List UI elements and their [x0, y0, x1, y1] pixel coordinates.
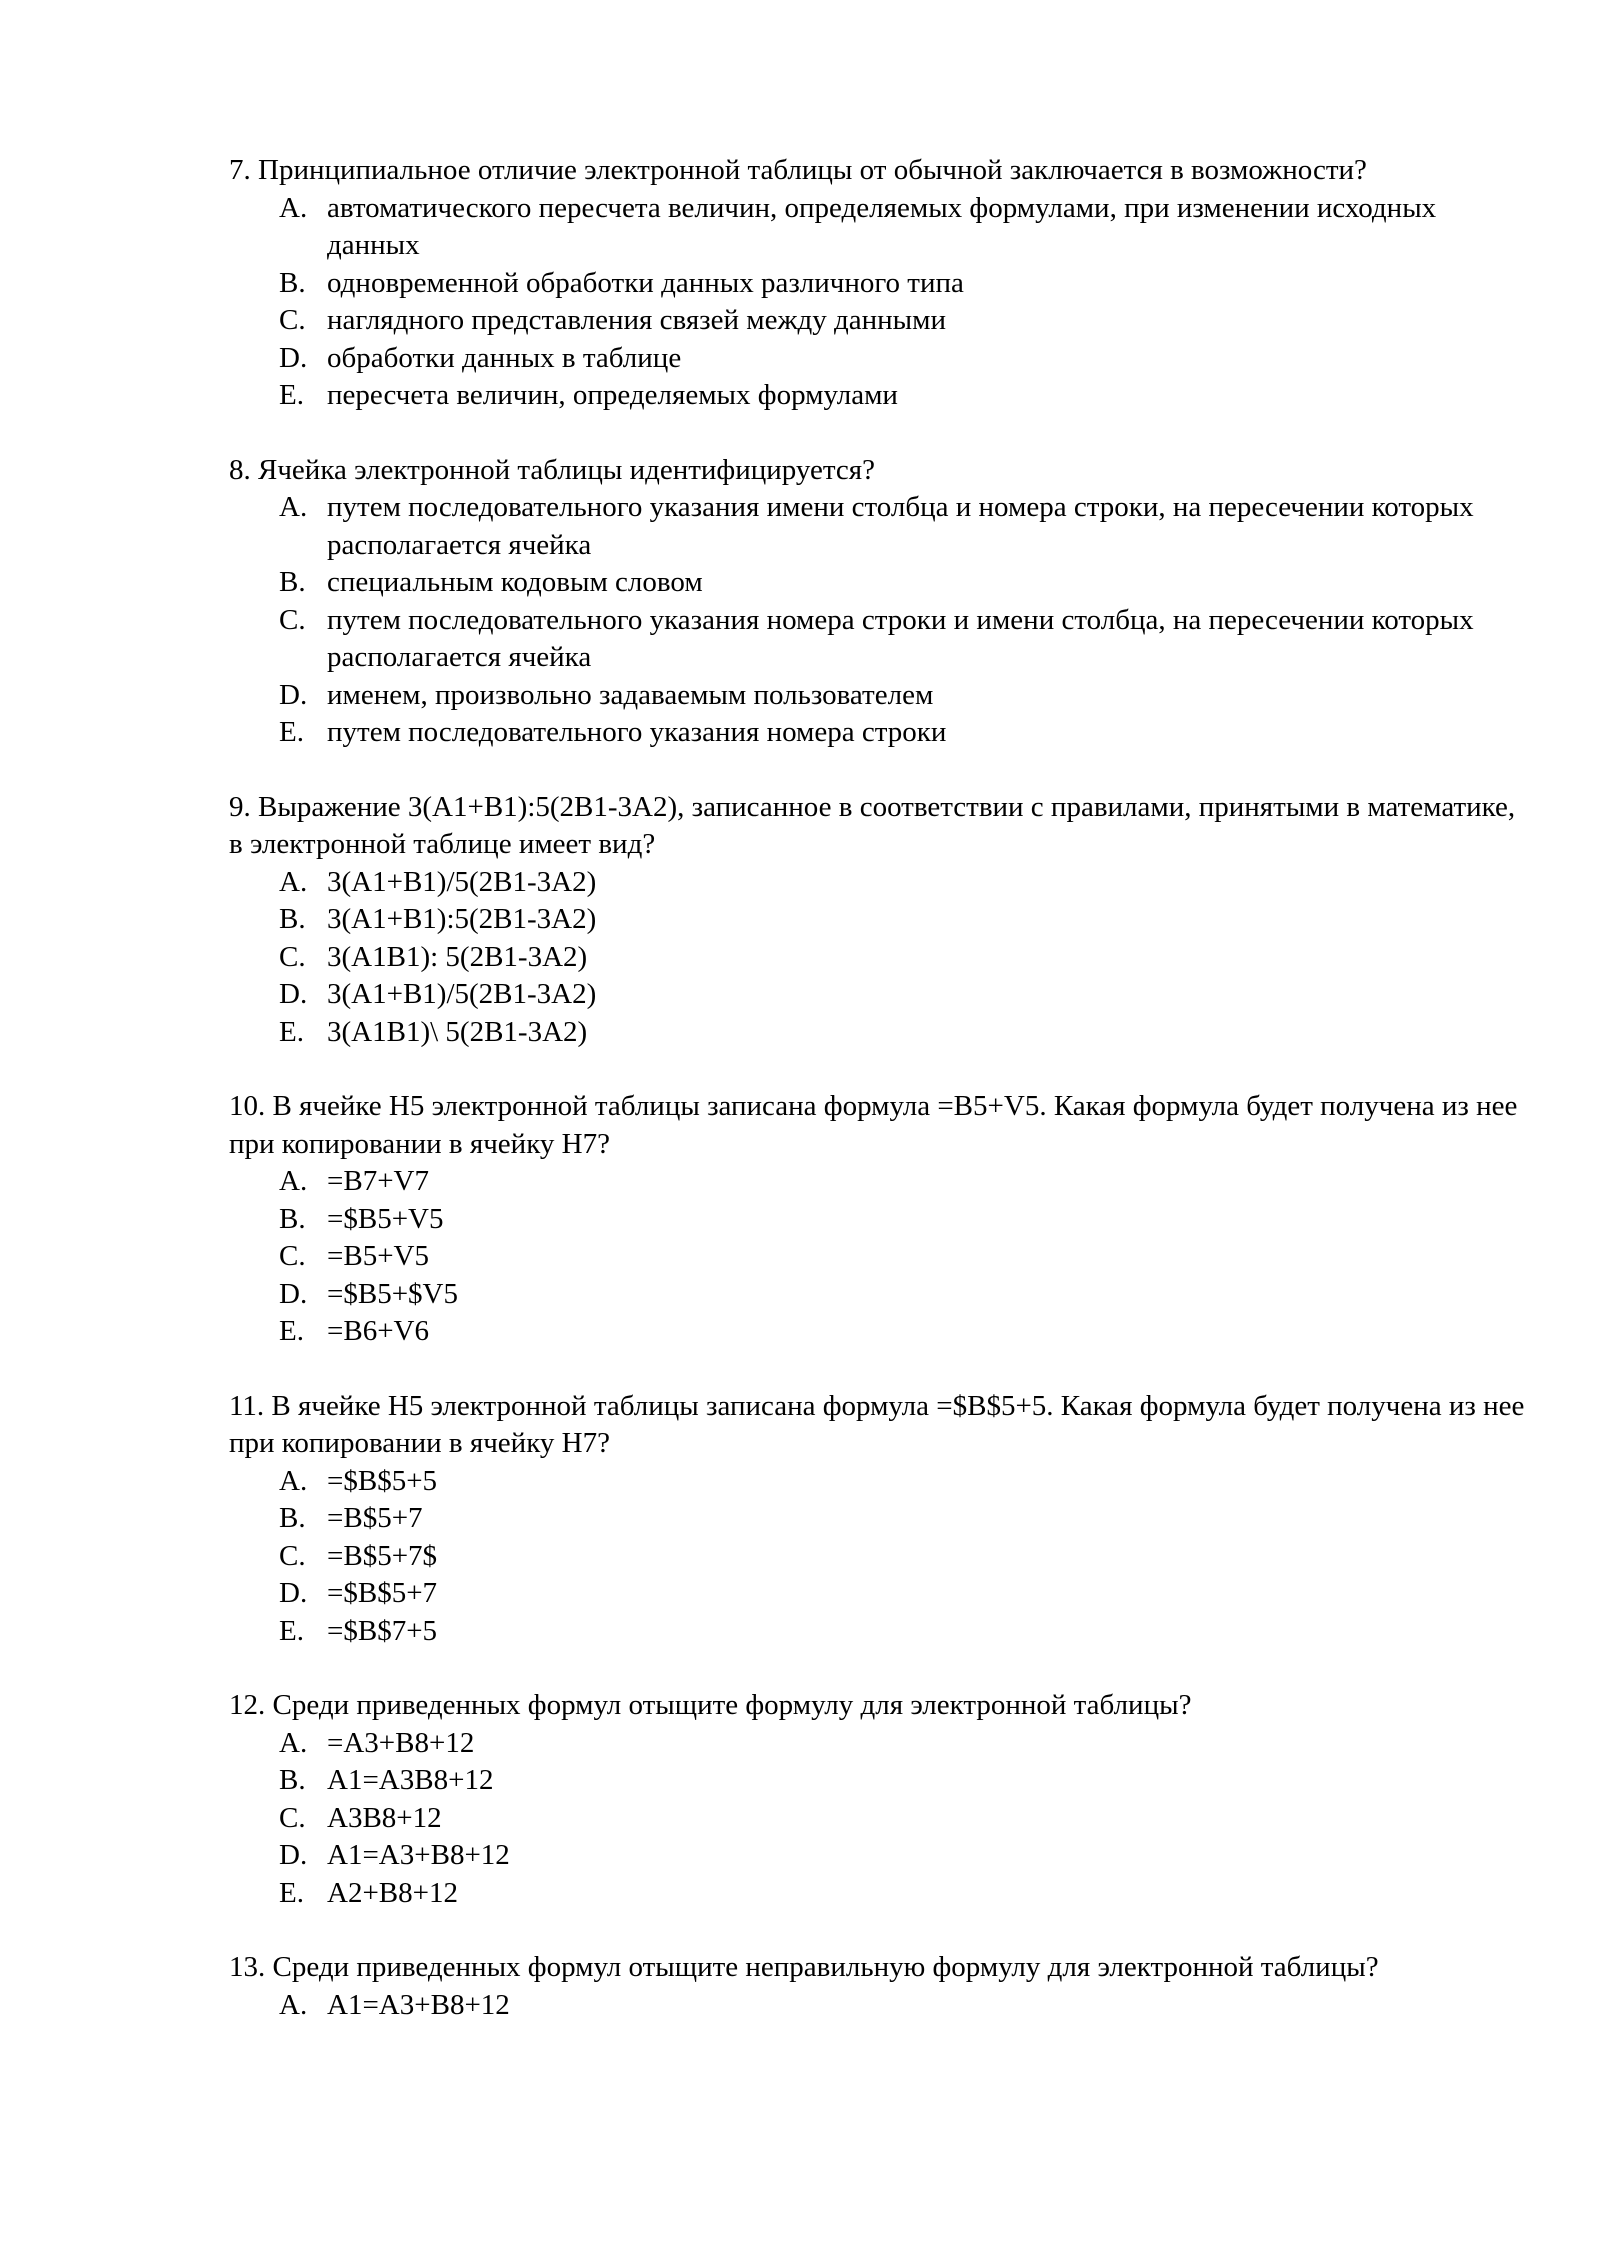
- answer-options: [229, 1987, 1529, 2025]
- answer-option: [279, 190, 1529, 265]
- option-letter: D.: [279, 1277, 308, 1310]
- option-letter: B.: [279, 1202, 306, 1235]
- option-text: =$B5+V5: [327, 1202, 444, 1235]
- option-text: =A3+B8+12: [327, 1726, 475, 1759]
- option-text: =$B$5+5: [327, 1464, 438, 1497]
- option-text: обработки данных в таблице: [327, 341, 682, 374]
- answer-options: [229, 864, 1529, 1052]
- option-text: 3(A1+B1)/5(2B1-3A2): [327, 865, 597, 898]
- option-letter: A.: [279, 191, 308, 224]
- answer-option: [279, 489, 1529, 564]
- option-text: =B$5+7$: [327, 1539, 438, 1572]
- option-text: =B$5+7: [327, 1502, 423, 1534]
- option-letter: A.: [279, 1464, 308, 1497]
- answer-option: [279, 1238, 1529, 1276]
- question-9: [229, 789, 1529, 1052]
- option-text: 3(A1B1)\ 5(2B1-3A2): [327, 1015, 588, 1048]
- option-letter: E.: [279, 1015, 304, 1048]
- question-text: 11. В ячейке H5 электронной таблицы записана формула =$B$5+5. Какая формула будет получена из нее при копировании в ячейку H7?: [229, 1389, 1525, 1459]
- option-text: пересчета величин, определяемых формулами: [327, 379, 898, 411]
- answer-option: [279, 1276, 1529, 1314]
- answer-options: [229, 489, 1529, 752]
- option-text: =$B5+$V5: [327, 1277, 458, 1310]
- question-text: 10. В ячейке H5 электронной таблицы записана формула =B5+V5. Какая формула будет получена из нее при копировании в ячейку H7?: [229, 1090, 1518, 1160]
- option-letter: B.: [279, 1502, 306, 1534]
- option-letter: E.: [279, 1315, 304, 1347]
- option-letter: D.: [279, 341, 308, 374]
- answer-option: [279, 265, 1529, 303]
- answer-option: [279, 1463, 1529, 1501]
- option-text: A3B8+12: [327, 1801, 442, 1834]
- option-letter: A.: [279, 1988, 308, 2021]
- option-text: специальным кодовым словом: [327, 566, 703, 598]
- answer-option: [279, 1987, 1529, 2025]
- answer-option: [279, 1313, 1529, 1351]
- option-letter: D.: [279, 1839, 308, 1871]
- document-page: [229, 152, 1529, 2061]
- option-letter: A.: [279, 1726, 308, 1759]
- answer-options: [229, 1463, 1529, 1651]
- answer-option: [279, 1500, 1529, 1538]
- answer-option: [279, 1837, 1529, 1875]
- question-text: 12. Среди приведенных формул отыщите формулу для электронной таблицы?: [229, 1689, 1192, 1721]
- answer-option: [279, 1762, 1529, 1800]
- option-text: 3(A1B1): 5(2B1-3A2): [327, 940, 588, 973]
- answer-option: [279, 564, 1529, 602]
- answer-option: [279, 1875, 1529, 1913]
- option-letter: C.: [279, 603, 306, 636]
- option-text: одновременной обработки данных различного типа: [327, 266, 964, 299]
- answer-options: [229, 1725, 1529, 1913]
- option-text: именем, произвольно задаваемым пользователем: [327, 678, 934, 711]
- option-letter: C.: [279, 1539, 306, 1572]
- option-letter: D.: [279, 1577, 308, 1609]
- answer-option: [279, 1725, 1529, 1763]
- option-letter: C.: [279, 940, 306, 973]
- answer-option: [279, 1201, 1529, 1239]
- option-letter: A.: [279, 865, 308, 898]
- option-text: =B7+V7: [327, 1165, 429, 1197]
- option-text: путем последовательного указания имени столбца и номера строки, на пересечении которых располагается ячейка: [327, 491, 1474, 561]
- answer-option: [279, 377, 1529, 415]
- option-text: =$B$5+7: [327, 1577, 438, 1609]
- answer-option: [279, 1538, 1529, 1576]
- answer-option: [279, 901, 1529, 939]
- question-7: [229, 152, 1529, 415]
- option-text: A2+B8+12: [327, 1876, 458, 1909]
- option-letter: D.: [279, 978, 308, 1010]
- option-text: A1=A3B8+12: [327, 1764, 494, 1796]
- answer-option: [279, 976, 1529, 1014]
- option-text: =B6+V6: [327, 1315, 429, 1347]
- answer-option: [279, 864, 1529, 902]
- question-10: [229, 1088, 1529, 1351]
- answer-option: [279, 1575, 1529, 1613]
- question-11: [229, 1388, 1529, 1651]
- answer-options: [229, 1163, 1529, 1351]
- answer-option: [279, 340, 1529, 378]
- option-text: автоматического пересчета величин, определяемых формулами, при изменении исходных данных: [327, 191, 1437, 261]
- option-letter: B.: [279, 566, 306, 598]
- option-letter: A.: [279, 491, 308, 523]
- option-text: путем последовательного указания номера строки: [327, 716, 947, 748]
- option-letter: E.: [279, 1876, 304, 1909]
- question-13: [229, 1949, 1529, 2024]
- question-text: 8. Ячейка электронной таблицы идентифицируется?: [229, 453, 876, 486]
- option-text: путем последовательного указания номера строки и имени столбца, на пересечении которых располагается ячейка: [327, 603, 1474, 673]
- option-letter: B.: [279, 266, 306, 299]
- option-letter: D.: [279, 678, 308, 711]
- answer-option: [279, 1613, 1529, 1651]
- question-text: 13. Среди приведенных формул отыщите неправильную формулу для электронной таблицы?: [229, 1951, 1379, 1983]
- question-8: [229, 452, 1529, 752]
- answer-option: [279, 302, 1529, 340]
- question-text: 9. Выражение 3(A1+B1):5(2B1-3A2), записанное в соответствии с правилами, принятыми в математике, в электронной таблице имеет вид?: [229, 790, 1516, 860]
- option-text: A1=A3+B8+12: [327, 1839, 510, 1871]
- question-12: [229, 1687, 1529, 1912]
- answer-option: [279, 714, 1529, 752]
- option-text: A1=A3+B8+12: [327, 1988, 510, 2021]
- option-letter: C.: [279, 1240, 306, 1272]
- option-letter: E.: [279, 716, 304, 748]
- answer-option: [279, 1014, 1529, 1052]
- answer-option: [279, 939, 1529, 977]
- option-text: =$B$7+5: [327, 1614, 438, 1647]
- option-letter: E.: [279, 379, 304, 411]
- answer-option: [279, 1163, 1529, 1201]
- answer-option: [279, 602, 1529, 677]
- option-letter: C.: [279, 1801, 306, 1834]
- answer-option: [279, 1800, 1529, 1838]
- option-letter: B.: [279, 903, 306, 935]
- option-letter: E.: [279, 1614, 304, 1647]
- option-letter: B.: [279, 1764, 306, 1796]
- option-letter: C.: [279, 304, 306, 336]
- answer-options: [229, 190, 1529, 415]
- option-text: 3(A1+B1):5(2B1-3A2): [327, 903, 597, 935]
- option-letter: A.: [279, 1165, 308, 1197]
- option-text: наглядного представления связей между данными: [327, 304, 947, 336]
- question-text: 7. Принципиальное отличие электронной таблицы от обычной заключается в возможности?: [229, 154, 1367, 186]
- option-text: 3(A1+B1)/5(2B1-3A2): [327, 978, 597, 1010]
- option-text: =B5+V5: [327, 1240, 429, 1272]
- answer-option: [279, 677, 1529, 715]
